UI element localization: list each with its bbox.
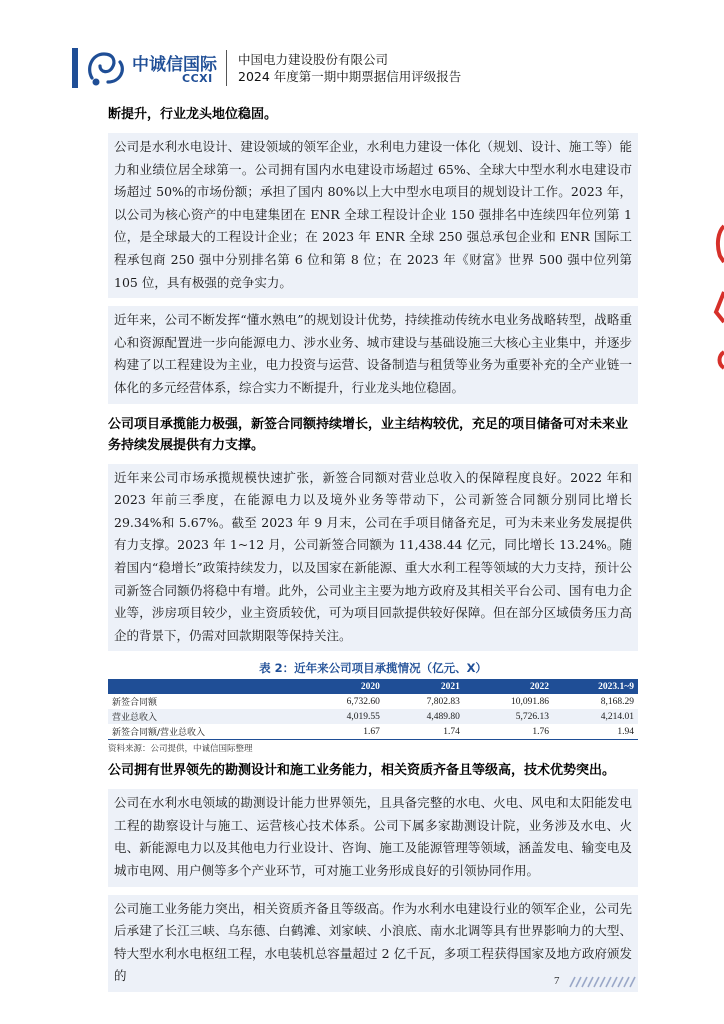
table-cell: 7,802.83 <box>426 696 460 707</box>
table-header-cell: 2023.1~9 <box>553 679 638 694</box>
table-cell: 4,214.01 <box>553 709 638 724</box>
paragraph-new-contracts: 近年来公司市场承揽规模快速扩张，新签合同额对营业总收入的保障程度良好。2022 年和 2023 年前三季度，在能源电力以及境外业务等带动下，公司新签合同额分别同比增长 29.34%和 5.67%。截至 2023 年 9 月末，公司在手项目储备充足，可为未来业务发展提供有力支撑。2023 年 1~12 月，公司新签合同额为 11,438.44 亿元，同比增长 13.24%。随着国内“稳增长”政策持续发力，以及国家在新能源、重大水利工程等领域的大力支持，预计公司新签合同额仍将稳中有增。此外，公司业主主要为地方政府及其相关平台公司、国有电力企业等，涉房项目较少，业主资质较优，可为项目回款提供较好保障。但在部分区域债务压力高企的背景下，仍需对回款期限等保持关注。 <box>108 464 638 652</box>
page-header <box>0 0 724 100</box>
paragraph-design-capability: 公司在水利水电领域的勘测设计能力世界领先，且具备完整的水电、火电、风电和太阳能发电工程的勘察设计与施工、运营核心技术体系。公司下属多家勘测设计院，业务涉及水电、火电、新能源电力以及其他电力行业设计、咨询、施工及能源管理等领域，涵盖发电、输变电及城市电网、用户侧等多个产业环节，可对施工业务形成良好的引领协同作用。 <box>108 789 638 886</box>
ccxi-logo <box>86 46 226 90</box>
table-cell: 4,019.55 <box>304 709 384 724</box>
row-label: 新签合同额 <box>112 698 158 709</box>
table-header-row <box>108 679 638 694</box>
row-label: 新签合同额/营业总收入 <box>108 724 304 740</box>
table-header-cell: 2021 <box>384 679 464 694</box>
report-title: 2024 年度第一期中期票据信用评级报告 <box>238 69 462 84</box>
header-accent-bar <box>72 48 78 88</box>
section-heading-technology: 公司拥有世界领先的勘测设计和施工业务能力，相关资质齐备且等级高，技术优势突出。 <box>108 763 616 779</box>
table-cell: 1.94 <box>553 724 638 740</box>
table-cell: 5,726.13 <box>464 709 553 724</box>
table-header-cell: 2022 <box>464 679 553 694</box>
contracts-table <box>108 679 638 740</box>
table-row <box>108 694 638 709</box>
logo-english-name: CCXI <box>182 72 213 85</box>
company-name: 中国电力建设股份有限公司 <box>238 52 389 67</box>
ccxi-logo-icon <box>86 48 128 88</box>
table-header-cell: 2020 <box>304 679 384 694</box>
table-header-cell <box>108 679 304 694</box>
red-seal-stamp <box>708 222 724 382</box>
table-cell: 8,168.29 <box>600 696 634 707</box>
row-label: 营业总收入 <box>108 709 304 724</box>
table-cell: 1.76 <box>464 724 553 740</box>
table-row <box>108 724 638 740</box>
logo-chinese-name: 中诚信国际 <box>132 55 217 75</box>
table-cell: 1.74 <box>384 724 464 740</box>
table-cell: 1.67 <box>304 724 384 740</box>
paragraph-market-position: 公司是水利水电设计、建设领域的领军企业，水利电力建设一体化（规划、设计、施工等）能力和业绩位居全球第一。公司拥有国内水电建设市场超过 65%、全球大中型水利水电建设市场超过 50%的市场份额；承担了国内 80%以上大中型水电项目的规划设计工作。2023 年，以公司为核心资产的中电建集团在 ENR 全球工程设计企业 150 强排名中连续四年位列第 1 位，是全球最大的工程设计企业；在 2023 年 ENR 全球 250 强总承包企业和 ENR 国际工程承包商 250 强中分别排名第 6 位和第 8 位；在 2023 年《财富》世界 500 强中位列第 105 位，具有极强的竞争实力。 <box>108 133 638 298</box>
table-cell: 10,091.86 <box>511 696 549 707</box>
header-divider <box>226 50 227 86</box>
section-heading-contracts: 公司项目承揽能力极强，新签合同额持续增长，业主结构较优，充足的项目储备可对未来业务持续发展提供有力支撑。 <box>108 416 629 453</box>
paragraph-strategy: 近年来，公司不断发挥“懂水熟电”的规划设计优势，持续推动传统水电业务战略转型，战略重心和资源配置进一步向能源电力、涉水业务、城市建设与基础设施三大核心主业集中，并逐步构建了以工程建设为主业，电力投资与运营、设备制造与租赁等业务为重要补充的全产业链一体化的多元经营体系，综合实力不断提升，行业龙头地位稳固。 <box>108 306 638 403</box>
table-row <box>108 709 638 724</box>
paragraph-construction-capability: 公司施工业务能力突出，相关资质齐备且等级高。作为水利水电建设行业的领军企业，公司先后承建了长江三峡、乌东德、白鹤滩、刘家峡、小浪底、南水北调等具有世界影响力的大型、特大型水利水电枢纽工程，水电装机总容量超过 2 亿千瓦，多项工程获得国家及地方政府颁发的 <box>108 895 638 992</box>
report-body <box>108 104 638 992</box>
section-heading-intro: 断提升，行业龙头地位稳固。 <box>108 107 278 122</box>
footer-stripes-decoration <box>566 976 638 988</box>
table-caption: 表 2：近年来公司项目承揽情况（亿元、X） <box>259 661 487 676</box>
table-cell: 6,732.60 <box>346 696 380 707</box>
table-source-note: 资料来源：公司提供，中诚信国际整理 <box>108 744 253 755</box>
header-text <box>238 51 461 85</box>
table-cell: 4,489.80 <box>384 709 464 724</box>
page-number: 7 <box>554 975 560 987</box>
